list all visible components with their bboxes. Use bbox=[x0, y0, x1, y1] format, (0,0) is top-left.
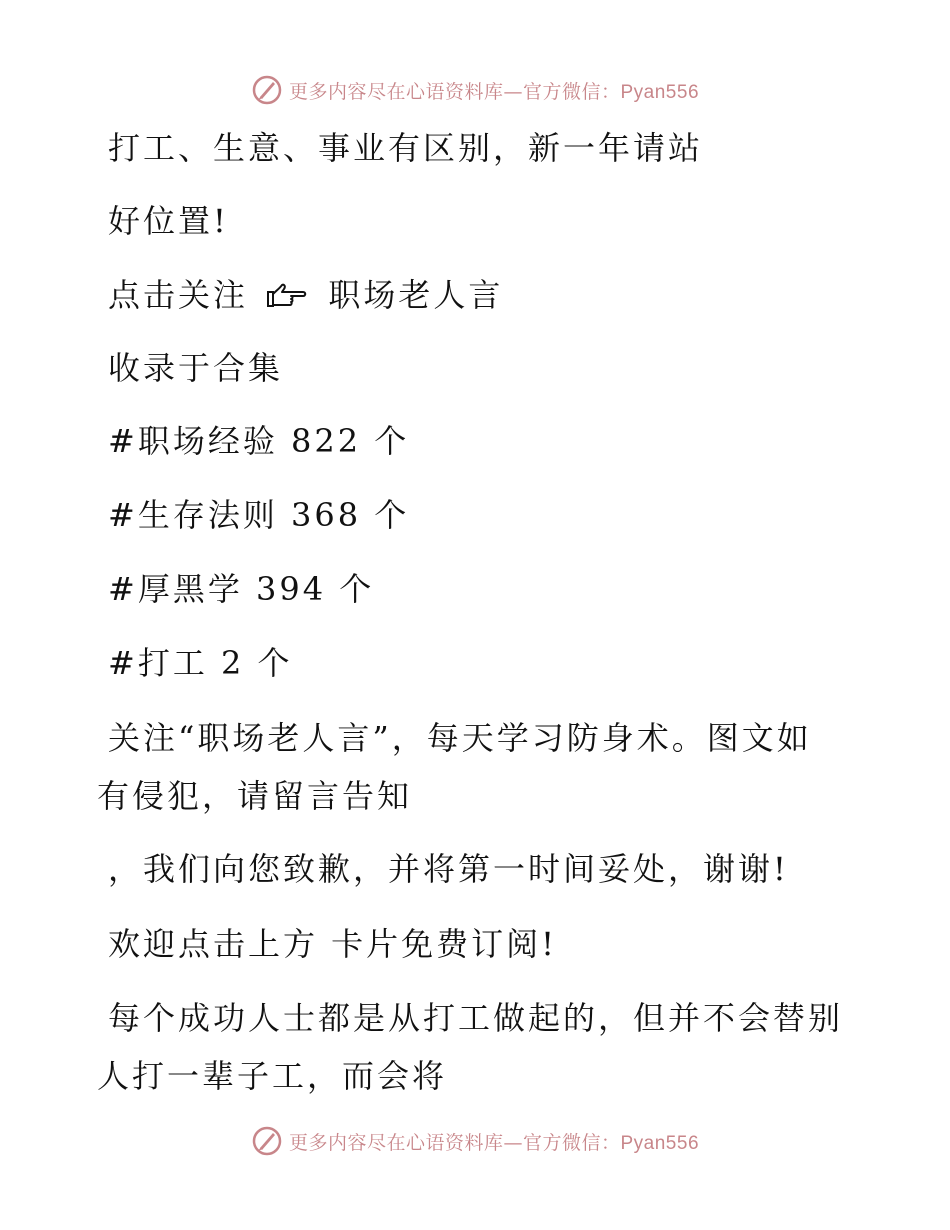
follow-prompt: 点击关注 bbox=[108, 276, 249, 314]
text-line-9: 关注“职场老人言”，每天学习防身术。图文如 bbox=[108, 719, 812, 757]
watermark-id: Pyan556 bbox=[620, 1132, 700, 1154]
text-line-11: ，我们向您致歉，并将第一时间妥处，谢谢! bbox=[108, 850, 789, 888]
watermark-text: 更多内容尽在心语资料库—官方微信： bbox=[288, 80, 621, 103]
collection-item-3: #厚黑学 394 个 bbox=[108, 570, 375, 608]
text-line-2: 好位置! bbox=[108, 202, 229, 240]
text-line-1: 打工、生意、事业有区别，新一年请站 bbox=[108, 129, 704, 167]
collection-item-1: #职场经验 822 个 bbox=[108, 422, 410, 460]
pointing-hand-icon bbox=[265, 282, 309, 310]
account-name: 职场老人言 bbox=[328, 276, 504, 314]
feather-pen-logo-icon bbox=[251, 1125, 283, 1157]
text-line-12: 欢迎点击上方 卡片免费订阅! bbox=[108, 925, 558, 963]
watermark-id: Pyan556 bbox=[620, 81, 700, 103]
watermark-text: 更多内容尽在心语资料库—官方微信： bbox=[288, 1131, 621, 1154]
text-line-13: 每个成功人士都是从打工做起的，但并不会替别 bbox=[108, 999, 844, 1037]
text-line-4: 收录于合集 bbox=[108, 349, 284, 387]
text-line-3 bbox=[108, 275, 503, 315]
footer-watermark bbox=[0, 1121, 950, 1161]
collection-item-4: #打工 2 个 bbox=[108, 644, 293, 682]
text-line-10: 有侵犯，请留言告知 bbox=[97, 777, 413, 815]
text-line-14: 人打一辈子工，而会将 bbox=[97, 1057, 448, 1095]
feather-pen-logo-icon bbox=[251, 74, 283, 106]
collection-item-2: #生存法则 368 个 bbox=[108, 496, 410, 534]
header-watermark bbox=[0, 70, 950, 110]
